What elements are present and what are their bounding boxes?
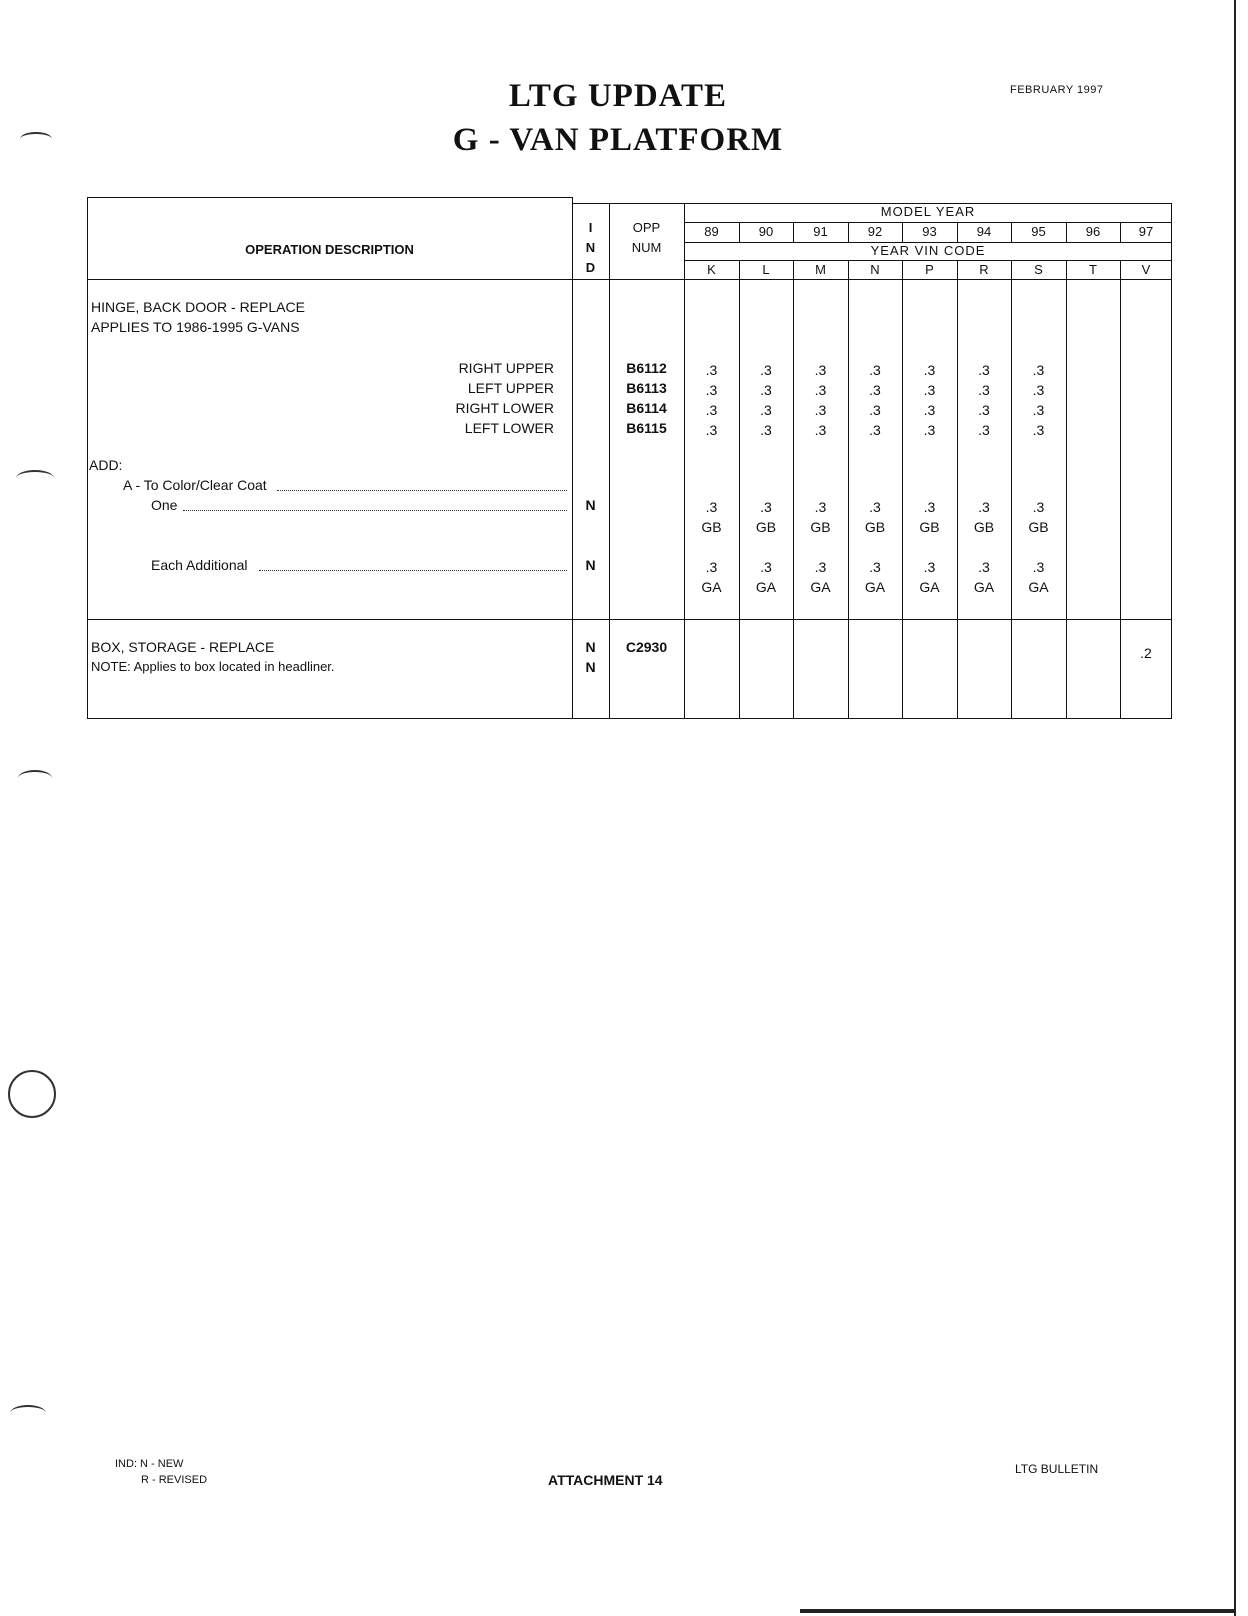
code-cell: GA [864,579,886,595]
header-opp: OPP [632,220,661,235]
opp-num-c2930: C2930 [625,639,668,655]
attachment-label: ATTACHMENT 14 [548,1472,663,1488]
value-cell: .3 [978,362,990,378]
punch-hole-mark [16,470,54,486]
value-cell: .3 [814,499,827,515]
value-cell: .3 [705,499,718,515]
value-cell: .3 [869,362,881,378]
year-89: 89 [704,224,719,239]
vin-code-l: L [762,262,770,277]
value-cell: .3 [705,559,718,575]
value-cell: .3 [760,499,772,515]
dot-leader [183,510,567,511]
value-cell: .3 [869,559,881,575]
vin-code-p: P [925,262,934,277]
legend-new: IND: N - NEW [115,1458,184,1470]
value-cell: .3 [1032,559,1045,575]
year-96: 96 [1085,224,1101,239]
value-cell: .3 [923,499,936,515]
value-cell: .3 [869,422,881,438]
punch-hole-mark [20,132,52,146]
header-year-vin-code: YEAR VIN CODE [870,243,986,258]
opp-num-b6113: B6113 [626,380,667,396]
code-cell: GB [810,519,831,535]
value-cell: .3 [814,362,827,378]
page-title: LTG UPDATE [508,78,728,114]
vin-code-n: N [870,262,880,277]
code-cell: GA [755,579,777,595]
punch-hole [8,1070,56,1118]
year-93: 93 [922,224,937,239]
vin-code-v: V [1141,262,1151,277]
row-label-left-upper: LEFT UPPER [467,380,554,396]
header-num: NUM [631,240,662,255]
year-95: 95 [1031,224,1046,239]
value-cell: .3 [869,402,881,418]
ind-each-additional: N [585,557,596,573]
value-cell: .3 [1032,362,1045,378]
value-cell-97: .2 [1140,645,1152,661]
value-cell: .3 [760,382,772,398]
value-cell: .3 [923,362,936,378]
year-91: 91 [813,224,828,239]
header-model-year: MODEL YEAR [880,204,976,219]
value-cell: .3 [978,422,990,438]
vin-code-k: K [707,262,716,277]
section-subtitle-hinge: APPLIES TO 1986-1995 G-VANS [91,319,300,335]
value-cell: .3 [923,422,936,438]
header-ind-1: I [588,220,593,235]
code-cell: GA [973,579,995,595]
value-cell: .3 [760,559,772,575]
opp-num-b6114: B6114 [626,400,667,416]
code-cell: GB [755,519,777,535]
dot-leader [259,570,567,571]
header-ind-2: N [585,240,596,255]
vin-code-t: T [1089,262,1097,277]
value-cell: .3 [978,402,990,418]
code-cell: GA [701,579,722,595]
row-label-left-lower: LEFT LOWER [464,420,554,436]
code-cell: GA [1028,579,1049,595]
value-cell: .3 [923,402,936,418]
value-cell: .3 [814,382,827,398]
header-ind-3: D [585,260,596,275]
add-a-label: A - To Color/Clear Coat [123,477,267,493]
value-cell: .3 [923,382,936,398]
opp-num-b6112: B6112 [626,360,667,376]
page-subtitle: G - VAN PLATFORM [452,122,784,158]
one-label: One [151,497,178,513]
section-note-box-storage: NOTE: Applies to box located in headliner. [91,659,335,674]
value-cell: .3 [1032,499,1045,515]
header-operation-description: OPERATION DESCRIPTION [245,242,414,257]
each-additional-label: Each Additional [151,557,248,573]
vin-code-s: S [1034,262,1043,277]
year-94: 94 [976,224,992,239]
section-title-hinge: HINGE, BACK DOOR - REPLACE [91,299,305,315]
punch-hole-mark [18,770,52,786]
value-cell: .3 [869,499,881,515]
value-cell: .3 [1032,382,1045,398]
row-label-right-upper: RIGHT UPPER [458,360,554,376]
value-cell: .3 [705,362,718,378]
code-cell: GB [919,519,940,535]
labor-time-table [87,197,1172,719]
value-cell: .3 [978,559,990,575]
value-cell: .3 [760,362,772,378]
value-cell: .3 [760,402,772,418]
dot-leader [277,490,567,491]
year-92: 92 [867,224,883,239]
page-edge-bottom [800,1609,1236,1613]
add-label: ADD: [89,457,123,473]
value-cell: .3 [705,422,718,438]
value-cell: .3 [1032,422,1045,438]
year-97: 97 [1138,224,1154,239]
value-cell: .3 [814,402,827,418]
ind-box-storage-note: N [585,659,596,675]
value-cell: .3 [705,382,718,398]
value-cell: .3 [814,559,827,575]
vin-code-m: M [815,262,826,277]
value-cell: .3 [923,559,936,575]
value-cell: .3 [978,382,990,398]
value-cell: .3 [814,422,827,438]
opp-num-b6115: B6115 [626,420,667,436]
section-title-box-storage: BOX, STORAGE - REPLACE [91,639,275,655]
value-cell: .3 [1032,402,1045,418]
code-cell: GB [701,519,722,535]
code-cell: GA [810,579,831,595]
code-cell: GB [864,519,886,535]
value-cell: .3 [705,402,718,418]
page-edge [1234,0,1236,1616]
punch-hole-mark [10,1405,46,1421]
legend-revised: R - REVISED [141,1474,208,1486]
value-cell: .3 [869,382,881,398]
bulletin-label: LTG BULLETIN [1015,1462,1099,1476]
code-cell: GB [973,519,995,535]
code-cell: GA [919,579,940,595]
value-cell: .3 [978,499,990,515]
value-cell: .3 [760,422,772,438]
row-label-right-lower: RIGHT LOWER [455,400,554,416]
year-90: 90 [758,224,774,239]
vin-code-r: R [979,262,989,277]
ind-one: N [585,497,596,513]
code-cell: GB [1028,519,1049,535]
ind-box-storage: N [585,639,596,655]
document-date: FEBRUARY 1997 [1010,84,1104,96]
